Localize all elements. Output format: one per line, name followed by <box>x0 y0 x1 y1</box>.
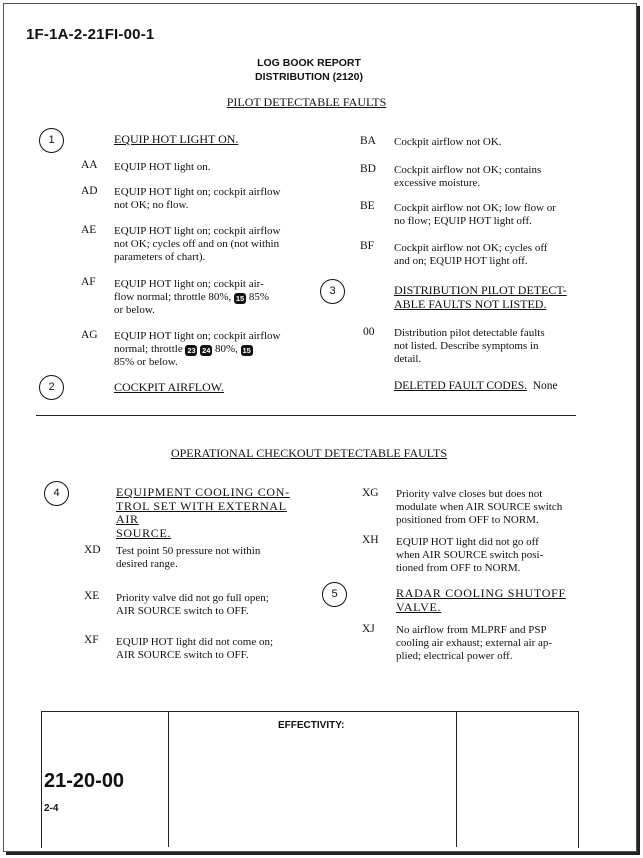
group-4-marker: 4 <box>44 481 69 506</box>
fault-text-aa: EQUIP HOT light on. <box>114 161 211 173</box>
fault-code-ba: BA <box>360 135 376 147</box>
group-1-marker: 1 <box>39 128 64 153</box>
pilot-faults-title: PILOT DETECTABLE FAULTS <box>226 95 387 109</box>
report-subtitle: DISTRIBUTION (2120) <box>255 71 363 83</box>
box-divider-left <box>168 711 169 847</box>
fault-text-xd: Test point 50 pressure not within desired range. <box>116 545 261 570</box>
fault-text-bf: Cockpit airflow not OK; cycles off and on; EQUIP HOT light off. <box>394 242 548 267</box>
fault-text-xf: EQUIP HOT light did not come on; AIR SOURCE switch to OFF. <box>116 636 274 661</box>
ops-faults-title: OPERATIONAL CHECKOUT DETECTABLE FAULTS <box>170 446 448 460</box>
fault-code-00: 00 <box>363 326 375 338</box>
fault-code-xg: XG <box>362 487 379 499</box>
fault-code-ad: AD <box>81 185 98 197</box>
document-page <box>3 3 637 852</box>
section-divider <box>36 415 576 416</box>
group-2-marker: 2 <box>39 375 64 400</box>
group-3-title: DISTRIBUTION PILOT DETECT- ABLE FAULTS NOT LISTED. <box>394 283 567 311</box>
section-code: 21-20-00 <box>44 770 125 792</box>
report-title: LOG BOOK REPORT <box>257 57 361 69</box>
fault-code-xe: XE <box>84 590 100 602</box>
fault-code-ae: AE <box>81 224 97 236</box>
group-4-title: EQUIPMENT COOLING CON- TROL SET WITH EXTERNAL AIR SOURCE. <box>116 485 290 540</box>
page-number: 2-4 <box>44 803 59 814</box>
fault-text-xe: Priority valve did not go full open; AIR SOURCE switch to OFF. <box>116 592 269 617</box>
group-5-title: RADAR COOLING SHUTOFF VALVE. <box>396 586 566 614</box>
fault-text-be: Cockpit airflow not OK; low flow or no flow; EQUIP HOT light off. <box>394 202 556 227</box>
fault-text-xg: Priority valve closes but does not modulate when AIR SOURCE switch positioned from OFF to NORM. <box>396 488 563 526</box>
fault-text-ad: EQUIP HOT light on; cockpit airflow not OK; no flow. <box>114 186 281 211</box>
fault-code-xj: XJ <box>362 623 375 635</box>
ref-badge: 24 <box>202 346 211 355</box>
fault-code-ag: AG <box>81 329 98 341</box>
fault-code-af: AF <box>81 276 96 288</box>
fault-text-ba: Cockpit airflow not OK. <box>394 136 502 148</box>
fault-text-xh: EQUIP HOT light did not go off when AIR SOURCE switch posi- tioned from OFF to NORM. <box>396 536 544 574</box>
ref-badge: 15 <box>235 294 245 303</box>
fault-code-be: BE <box>360 200 375 212</box>
fault-text-00: Distribution pilot detectable faults not listed. Describe symptoms in detail. <box>394 327 545 365</box>
fault-text-ag: EQUIP HOT light on; cockpit airflow normal; throttle 23 24 80%, 15 85% or below. <box>114 330 281 368</box>
fault-text-bd: Cockpit airflow not OK; contains excessive moisture. <box>394 164 542 189</box>
document-number: 1F-1A-2-21FI-00-1 <box>26 26 155 43</box>
fault-code-xf: XF <box>84 634 99 646</box>
box-divider-right <box>456 711 457 847</box>
group-3-marker: 3 <box>320 279 345 304</box>
fault-text-ae: EQUIP HOT light on; cockpit airflow not OK; cycles off and on (not within parameters of chart). <box>114 225 281 263</box>
effectivity-label: EFFECTIVITY: <box>278 720 345 731</box>
group-1-title: EQUIP HOT LIGHT ON. <box>114 132 239 146</box>
group-2-title: COCKPIT AIRFLOW. <box>114 380 225 394</box>
ref-badge: 15 <box>242 346 251 355</box>
ref-badge: 23 <box>187 346 196 355</box>
fault-code-xh: XH <box>362 534 379 546</box>
deleted-fault-codes: DELETED FAULT CODES. None <box>394 380 558 392</box>
fault-code-bd: BD <box>360 163 376 175</box>
fault-code-xd: XD <box>84 544 101 556</box>
fault-text-af: EQUIP HOT light on; cockpit air- flow normal; throttle 80%, 15 85% or below. <box>114 278 269 316</box>
fault-code-bf: BF <box>360 240 375 252</box>
fault-text-xj: No airflow from MLPRF and PSP cooling air exhaust; external air ap- plied; electrical power off. <box>396 624 553 662</box>
fault-code-aa: AA <box>81 159 98 171</box>
group-5-marker: 5 <box>322 582 347 607</box>
